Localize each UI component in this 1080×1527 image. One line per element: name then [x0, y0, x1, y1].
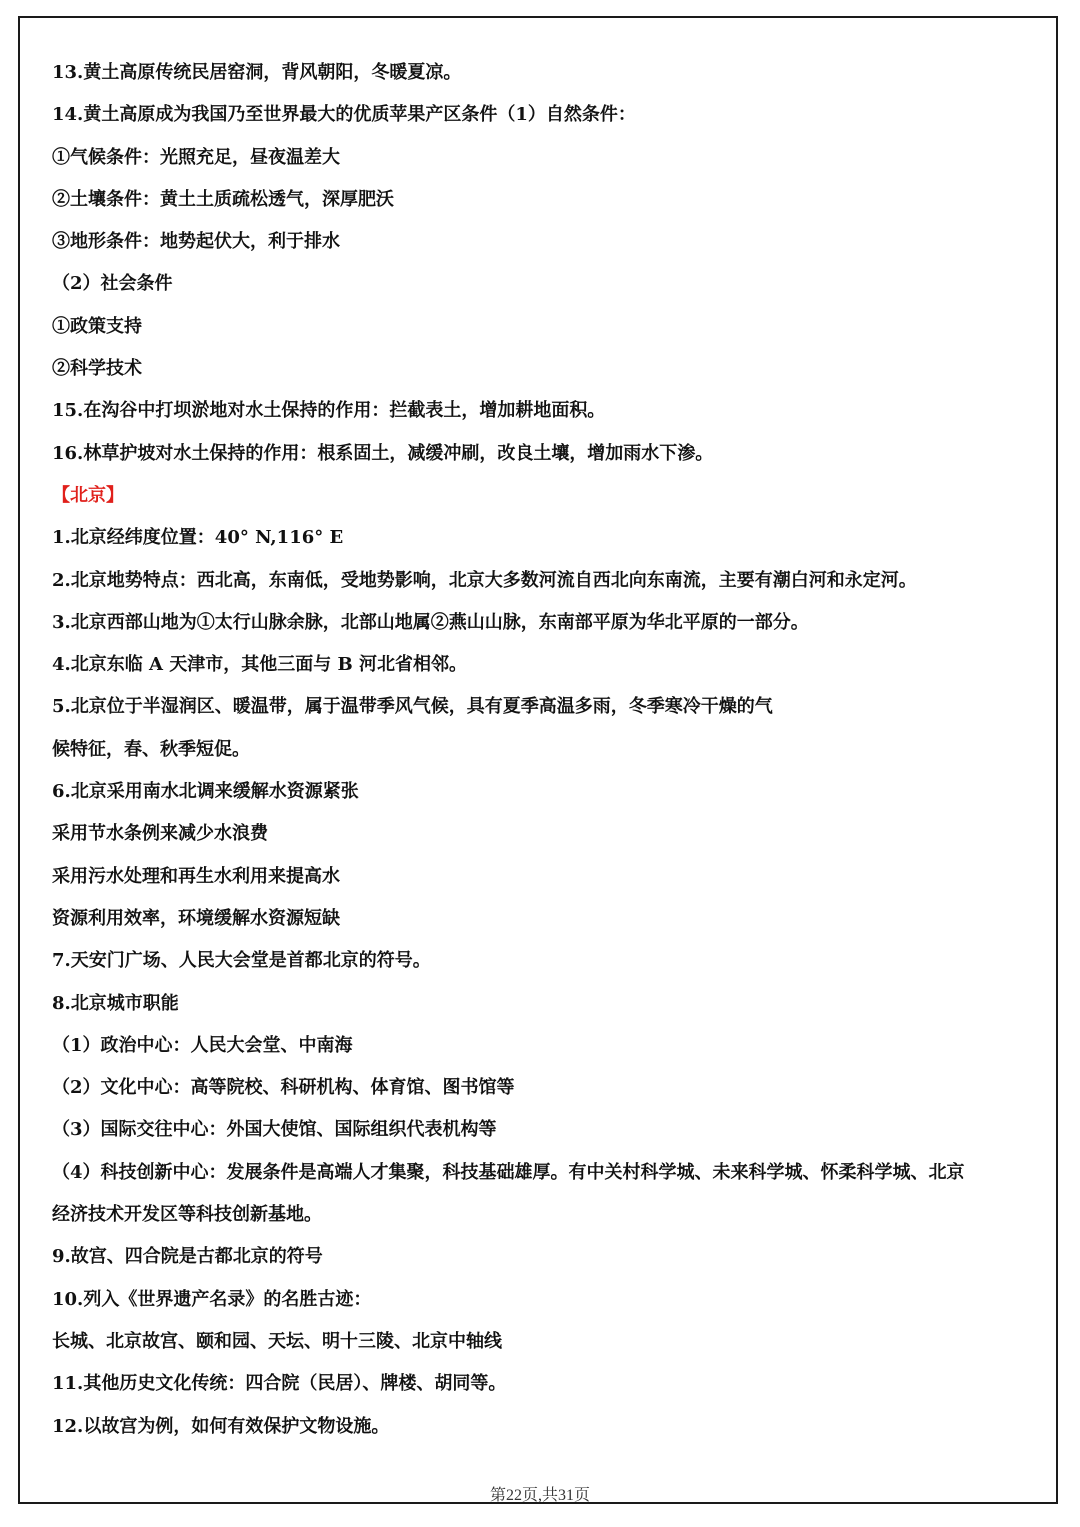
line-10-world-heritage: 10.列入《世界遗产名录》的名胜古迹： — [52, 1288, 372, 1310]
line-heritage-list: 长城、北京故宫、颐和园、天坛、明十三陵、北京中轴线 — [52, 1330, 502, 1352]
line-international-center: （3）国际交往中心：外国大使馆、国际组织代表机构等 — [52, 1119, 497, 1141]
line-1-beijing-coordinates: 1.北京经纬度位置：40° N,116° E — [52, 527, 344, 549]
line-science-technology: ②科学技术 — [52, 358, 142, 380]
line-3-beijing-mountains: 3.北京西部山地为①太行山脉余脉，北部山地属②燕山山脉，东南部平原为华北平原的一部分。 — [52, 611, 809, 633]
line-cultural-center: （2）文化中心：高等院校、科研机构、体育馆、图书馆等 — [52, 1077, 515, 1099]
line-soil-condition: ②土壤条件：黄土土质疏松透气，深厚肥沃 — [52, 188, 394, 210]
line-16-vegetation-slope: 16.林草护坡对水土保持的作用：根系固土，减缓冲刷，改良土壤，增加雨水下渗。 — [52, 442, 714, 464]
line-6-water-diversion: 6.北京采用南水北调来缓解水资源紧张 — [52, 781, 359, 803]
section-heading-beijing: 【北京】 — [52, 484, 124, 506]
line-15-check-dam: 15.在沟谷中打坝淤地对水土保持的作用：拦截表土，增加耕地面积。 — [52, 400, 606, 422]
line-political-center: （1）政治中心：人民大会堂、中南海 — [52, 1034, 353, 1056]
line-4-beijing-neighbors: 4.北京东临 A 天津市，其他三面与 B 河北省相邻。 — [52, 654, 468, 676]
line-8-city-functions: 8.北京城市职能 — [52, 992, 179, 1014]
line-11-cultural-traditions: 11.其他历史文化传统：四合院（民居）、牌楼、胡同等。 — [52, 1373, 507, 1395]
line-7-capital-symbols: 7.天安门广场、人民大会堂是首都北京的符号。 — [52, 950, 431, 972]
line-terrain-condition: ③地形条件：地势起伏大，利于排水 — [52, 231, 340, 253]
line-14-apple-conditions: 14.黄土高原成为我国乃至世界最大的优质苹果产区条件（1）自然条件： — [52, 104, 636, 126]
document-body — [52, 52, 1032, 1448]
line-2-beijing-terrain: 2.北京地势特点：西北高，东南低，受地势影响，北京大多数河流自西北向东南流，主要有潮白河和永定河。 — [52, 569, 917, 591]
page-number: 第22页,共31页 — [489, 1487, 590, 1504]
line-social-conditions: （2）社会条件 — [52, 273, 173, 295]
line-water-efficiency: 资源利用效率，环境缓解水资源短缺 — [52, 907, 340, 929]
line-innovation-center-cont: 经济技术开发区等科技创新基地。 — [52, 1204, 322, 1226]
line-water-saving: 采用节水条例来减少水浪费 — [52, 823, 268, 845]
line-9-ancient-capital-symbols: 9.故宫、四合院是古都北京的符号 — [52, 1246, 323, 1268]
line-5-beijing-climate: 5.北京位于半湿润区、暖温带，属于温带季风气候，具有夏季高温多雨，冬季寒冷干燥的气 — [52, 696, 773, 718]
line-12-protection-question: 12.以故宫为例，如何有效保护文物设施。 — [52, 1415, 390, 1437]
line-policy-support: ①政策支持 — [52, 315, 142, 337]
line-innovation-center: （4）科技创新中心：发展条件是高端人才集聚，科技基础雄厚。有中关村科学城、未来科学城、怀柔科学城、北京 — [52, 1161, 965, 1183]
line-climate-condition: ①气候条件：光照充足，昼夜温差大 — [52, 146, 340, 168]
line-5-beijing-climate-cont: 候特征，春、秋季短促。 — [52, 738, 250, 760]
line-13-loess-cave-dwelling: 13.黄土高原传统民居窑洞，背风朝阳，冬暖夏凉。 — [52, 62, 462, 83]
line-wastewater-reuse: 采用污水处理和再生水利用来提高水 — [52, 865, 340, 887]
